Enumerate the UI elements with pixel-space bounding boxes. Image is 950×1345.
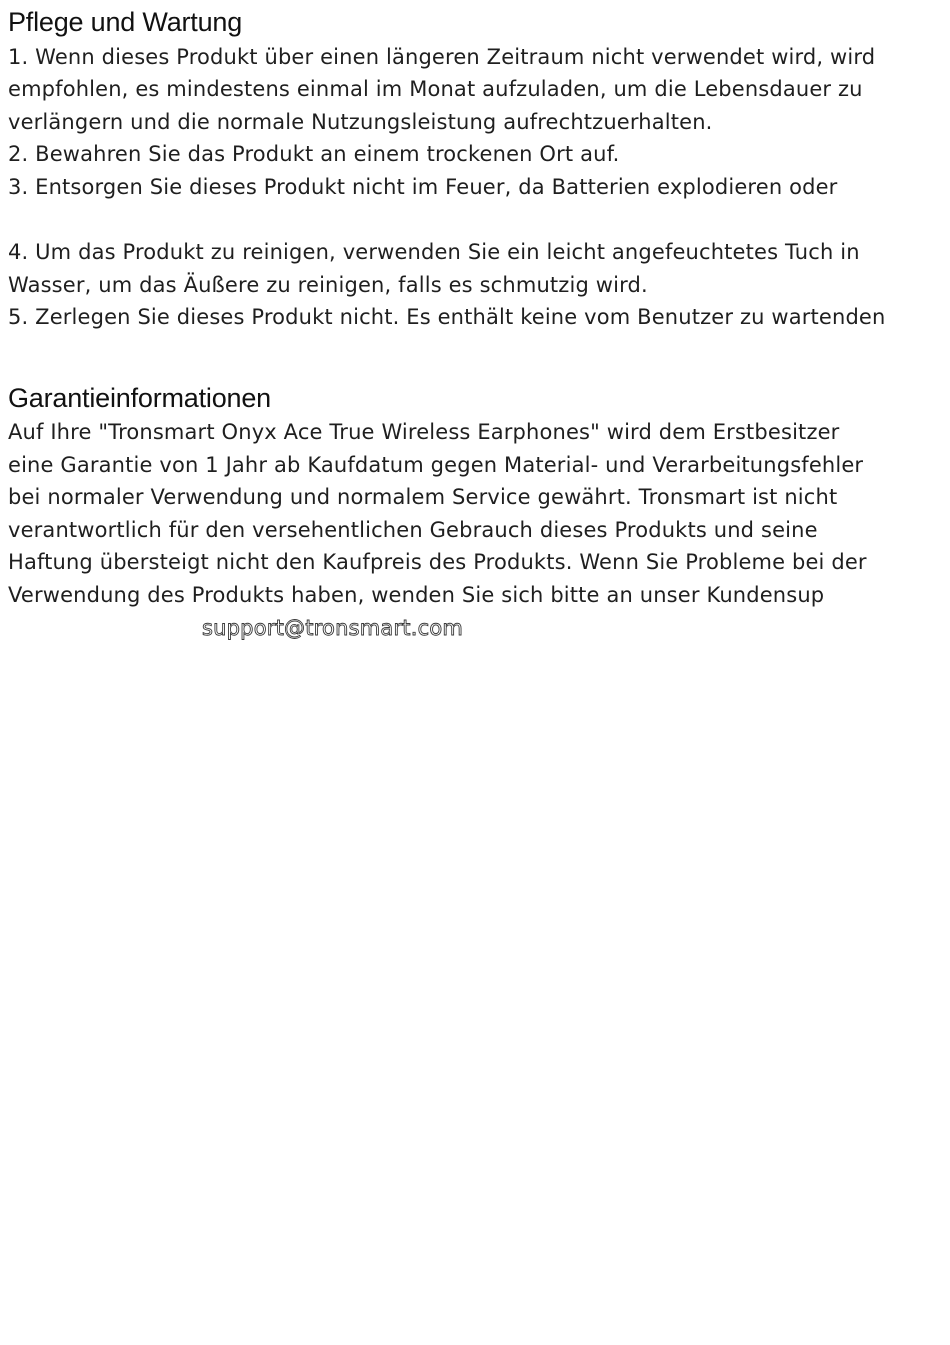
care-line-1: 1. Wenn dieses Produkt über einen längeren Zeitraum nicht verwendet wird, wird xyxy=(8,45,876,69)
warranty-line-5: Haftung übersteigt nicht den Kaufpreis des Produkts. Wenn Sie Probleme bei der xyxy=(8,550,867,574)
warranty-line-1: Auf Ihre "Tronsmart Onyx Ace True Wireless Earphones" wird dem Erstbesitzer xyxy=(8,420,840,444)
warranty-line-4: verantwortlich für den versehentlichen Gebrauch dieses Produkts und seine xyxy=(8,518,818,542)
care-line-4: 2. Bewahren Sie das Produkt an einem trockenen Ort auf. xyxy=(8,142,620,166)
care-line-3: verlängern und die normale Nutzungsleistung aufrechtzuerhalten. xyxy=(8,110,713,134)
warranty-line-2: eine Garantie von 1 Jahr ab Kaufdatum gegen Material- und Verarbeitungsfehler xyxy=(8,453,864,477)
care-line-2: empfohlen, es mindestens einmal im Monat aufzuladen, um die Lebensdauer zu xyxy=(8,77,863,101)
support-email: support@tronsmart.com xyxy=(202,616,464,640)
care-line-7: Wasser, um das Äußere zu reinigen, falls es schmutzig wird. xyxy=(8,273,648,297)
care-line-8: 5. Zerlegen Sie dieses Produkt nicht. Es enthält keine vom Benutzer zu wartenden xyxy=(8,305,886,329)
warranty-line-3: bei normaler Verwendung und normalem Service gewährt. Tronsmart ist nicht xyxy=(8,485,838,509)
care-line-5: 3. Entsorgen Sie dieses Produkt nicht im Feuer, da Batterien explodieren oder xyxy=(8,175,838,199)
care-line-6: 4. Um das Produkt zu reinigen, verwenden Sie ein leicht angefeuchtetes Tuch in xyxy=(8,240,860,264)
care-heading: Pflege und Wartung xyxy=(8,7,243,37)
warranty-heading: Garantieinformationen xyxy=(8,383,271,413)
warranty-line-6: Verwendung des Produkts haben, wenden Sie sich bitte an unser Kundensup xyxy=(8,583,825,607)
